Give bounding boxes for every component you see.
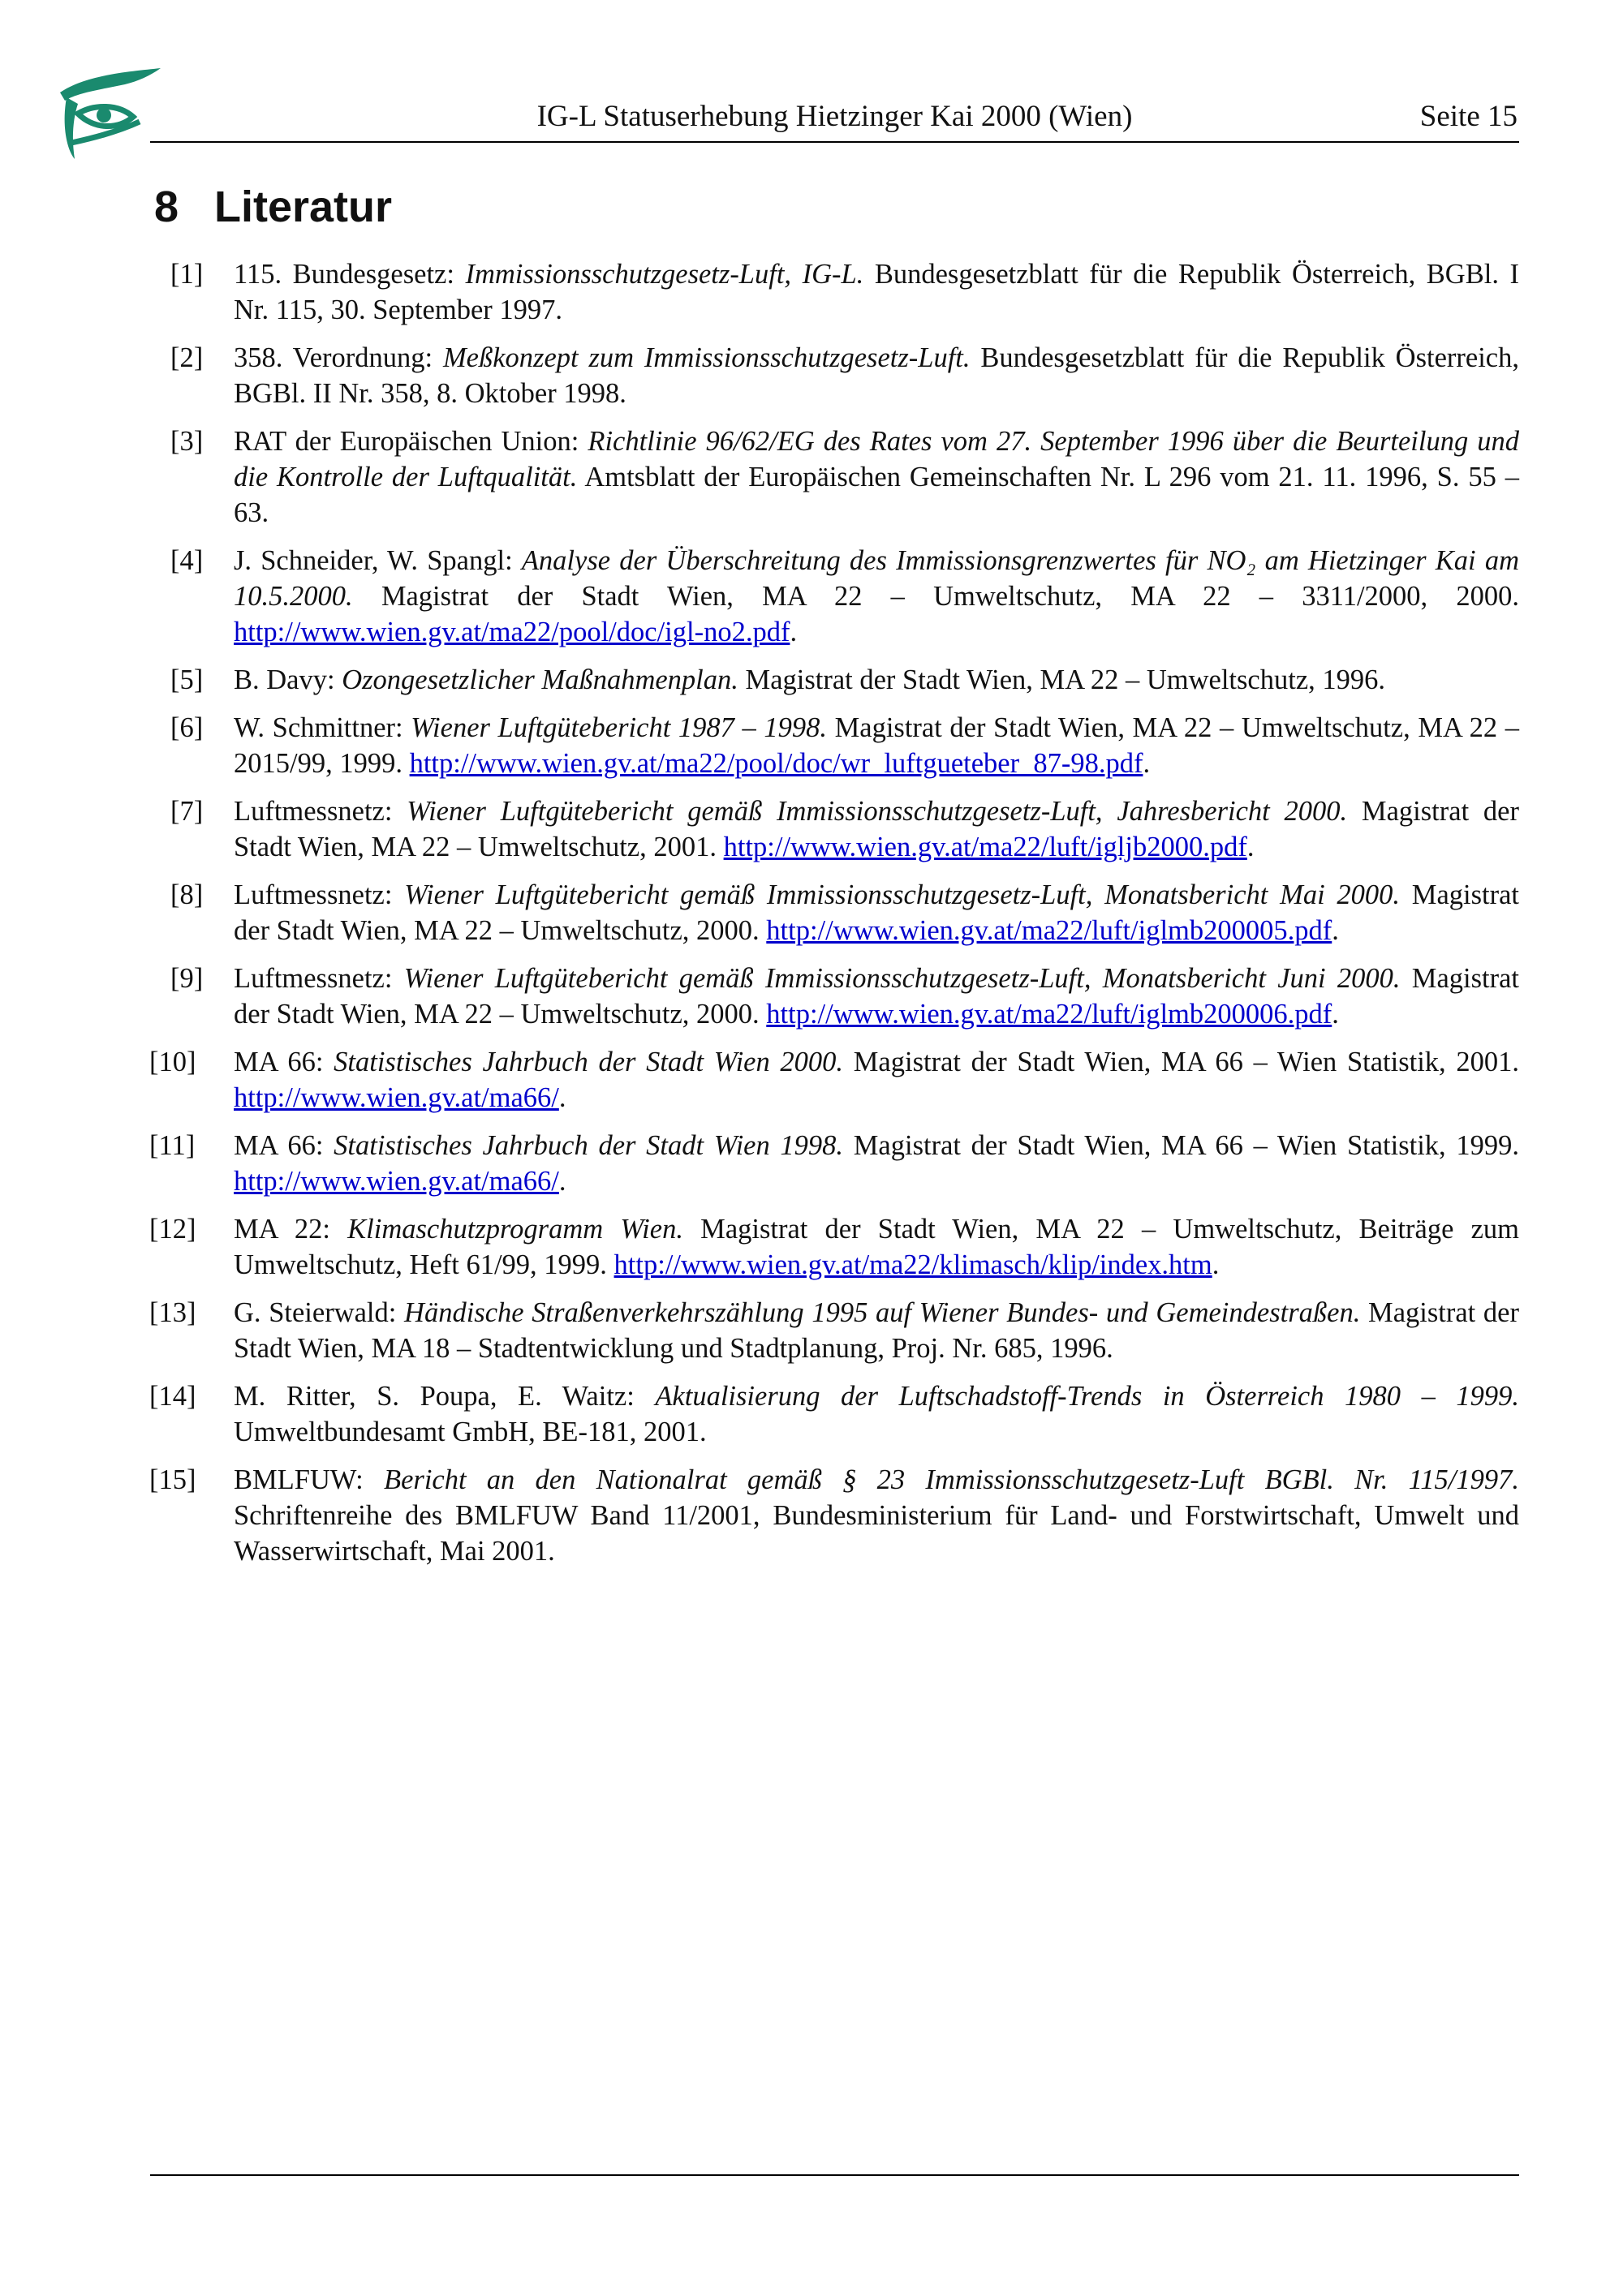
chapter-title: Literatur xyxy=(214,183,393,231)
reference-list xyxy=(149,256,1520,1581)
reference-author: G. Steierwald: xyxy=(234,1297,405,1328)
reference-number: [1] xyxy=(170,259,204,290)
reference-source: Magistrat der Stadt Wien, MA 22 – Umweltschutz, MA 22 – 2015/99, 1999. xyxy=(234,712,1519,779)
reference-period: . xyxy=(1212,1249,1220,1280)
reference-period: . xyxy=(558,1166,566,1197)
reference-number: [13] xyxy=(149,1297,196,1328)
reference-source: Umweltbundesamt GmbH, BE-181, 2001. xyxy=(234,1417,707,1447)
reference-item xyxy=(170,793,1519,865)
reference-link[interactable]: http://www.wien.gv.at/ma22/pool/doc/wr_luftgueteber_87-98.pdf xyxy=(409,748,1143,779)
reference-link[interactable]: http://www.wien.gv.at/ma22/luft/iglmb200005.pdf xyxy=(766,915,1332,946)
reference-source: Magistrat der Stadt Wien, MA 22 – Umweltschutz, 2001. xyxy=(234,796,1519,862)
reference-number: [11] xyxy=(149,1130,196,1161)
reference-number: [6] xyxy=(170,712,204,743)
reference-source: Magistrat der Stadt Wien, MA 22 – Umweltschutz, MA 22 – 3311/2000, 2000. xyxy=(352,581,1519,612)
reference-source: Magistrat der Stadt Wien, MA 22 – Umweltschutz, 2000. xyxy=(234,963,1519,1030)
reference-period: . xyxy=(1143,748,1151,779)
reference-number: [9] xyxy=(170,963,204,994)
reference-author: Luftmessnetz: xyxy=(234,796,407,827)
reference-number: [7] xyxy=(170,796,204,827)
reference-source: Schriftenreihe des BMLFUW Band 11/2001, Bundesministerium für Land- und Forstwirtschaft, Umwelt und Wasserwirtschaft, Mai 2001. xyxy=(234,1500,1519,1567)
reference-author: RAT der Europäischen Union: xyxy=(234,426,588,457)
reference-title: Statistisches Jahrbuch der Stadt Wien 1998. xyxy=(334,1130,844,1161)
reference-link[interactable]: http://www.wien.gv.at/ma22/luft/iglmb200006.pdf xyxy=(766,999,1332,1030)
reference-number: [14] xyxy=(149,1381,196,1412)
reference-title: Ozongesetzlicher Maßnahmenplan. xyxy=(342,664,738,695)
reference-source: Bundesgesetzblatt für die Republik Österreich, BGBl. I Nr. 115, 30. September 1997. xyxy=(234,259,1519,325)
reference-author: B. Davy: xyxy=(234,664,342,695)
reference-source: Magistrat der Stadt Wien, MA 22 – Umweltschutz, 1996. xyxy=(738,664,1386,695)
reference-number: [3] xyxy=(170,426,204,457)
reference-author: Luftmessnetz: xyxy=(234,879,405,910)
reference-number: [12] xyxy=(149,1214,196,1245)
reference-item xyxy=(170,961,1519,1032)
reference-period: . xyxy=(790,617,798,647)
reference-title: Wiener Luftgütebericht gemäß Immissionsschutzgesetz-Luft, Jahresbericht 2000. xyxy=(407,796,1348,827)
header-title: IG-L Statuserhebung Hietzinger Kai 2000 (Wien) xyxy=(536,100,1133,133)
reference-title: Wiener Luftgütebericht gemäß Immissionsschutzgesetz-Luft, Monatsbericht Juni 2000. xyxy=(403,963,1401,994)
reference-item xyxy=(170,340,1519,411)
reference-author: Luftmessnetz: xyxy=(234,963,404,994)
reference-title: Statistisches Jahrbuch der Stadt Wien 2000. xyxy=(334,1047,844,1077)
reference-title: Richtlinie 96/62/EG des Rates vom 27. September 1996 über die Beurteilung und die Kontrolle der Luftqualität. xyxy=(234,426,1520,492)
reference-item xyxy=(149,1128,1519,1199)
reference-item xyxy=(149,1211,1519,1283)
reference-source: Magistrat der Stadt Wien, MA 22 – Umweltschutz, 2000. xyxy=(234,879,1519,946)
reference-source: Magistrat der Stadt Wien, MA 66 – Wien Statistik, 2001. xyxy=(843,1047,1519,1077)
reference-source: Magistrat der Stadt Wien, MA 18 – Stadtentwicklung und Stadtplanung, Proj. Nr. 685, 1996. xyxy=(234,1297,1519,1364)
reference-title: Analyse der Überschreitung des Immissionsgrenzwertes für NO₂ am Hietzinger Kai am 10.5.2000. xyxy=(234,545,1519,612)
reference-title: Klimaschutzprogramm Wien. xyxy=(347,1214,683,1245)
reference-author: MA 66: xyxy=(234,1130,334,1161)
reference-number: [15] xyxy=(149,1464,196,1495)
reference-item xyxy=(149,1378,1519,1450)
reference-title: Wiener Luftgütebericht 1987 – 1998. xyxy=(411,712,827,743)
reference-item xyxy=(170,662,1519,698)
reference-author: MA 22: xyxy=(234,1214,348,1245)
chapter-number: 8 xyxy=(154,183,179,231)
reference-link[interactable]: http://www.wien.gv.at/ma22/pool/doc/igl-no2.pdf xyxy=(234,617,790,647)
footer-divider xyxy=(150,2174,1519,2176)
reference-number: [8] xyxy=(170,879,204,910)
reference-number: [2] xyxy=(170,342,204,373)
reference-title: Wiener Luftgütebericht gemäß Immissionsschutzgesetz-Luft, Monatsbericht Mai 2000. xyxy=(404,879,1401,910)
reference-number: [10] xyxy=(149,1047,196,1077)
reference-title: Immissionsschutzgesetz-Luft, IG-L. xyxy=(465,259,864,290)
reference-author: 115. Bundesgesetz: xyxy=(234,259,466,290)
reference-item xyxy=(149,1044,1519,1116)
reference-link[interactable]: http://www.wien.gv.at/ma66/ xyxy=(234,1082,559,1113)
reference-source: Bundesgesetzblatt für die Republik Österreich, BGBl. II Nr. 358, 8. Oktober 1998. xyxy=(234,342,1519,409)
reference-author: J. Schneider, W. Spangl: xyxy=(234,545,522,576)
reference-link[interactable]: http://www.wien.gv.at/ma22/klimasch/klip/index.htm xyxy=(613,1249,1212,1280)
reference-item xyxy=(170,543,1519,650)
reference-item xyxy=(170,877,1519,948)
reference-title: Meßkonzept zum Immissionsschutzgesetz-Luft. xyxy=(442,342,971,373)
reference-item xyxy=(149,1295,1519,1366)
reference-number: [5] xyxy=(170,664,204,695)
reference-author: 358. Verordnung: xyxy=(234,342,443,373)
page-number: Seite 15 xyxy=(1419,100,1518,133)
reference-link[interactable]: http://www.wien.gv.at/ma22/luft/igljb2000.pdf xyxy=(723,832,1247,862)
reference-author: BMLFUW: xyxy=(234,1464,384,1495)
reference-source: Magistrat der Stadt Wien, MA 66 – Wien Statistik, 1999. xyxy=(843,1130,1519,1161)
reference-period: . xyxy=(1332,999,1339,1030)
reference-item xyxy=(170,424,1519,531)
reference-period: . xyxy=(1332,915,1339,946)
reference-author: MA 66: xyxy=(234,1047,334,1077)
reference-title: Aktualisierung der Luftschadstoff-Trends in Österreich 1980 – 1999. xyxy=(655,1381,1519,1412)
reference-title: Bericht an den Nationalrat gemäß § 23 Immissionsschutzgesetz-Luft BGBl. Nr. 115/1997. xyxy=(384,1464,1520,1495)
reference-source: Magistrat der Stadt Wien, MA 22 – Umweltschutz, Beiträge zum Umweltschutz, Heft 61/99, 1999. xyxy=(234,1214,1519,1280)
reference-link[interactable]: http://www.wien.gv.at/ma66/ xyxy=(234,1166,559,1197)
reference-author: M. Ritter, S. Poupa, E. Waitz: xyxy=(234,1381,656,1412)
reference-source: Amtsblatt der Europäischen Gemeinschaften Nr. L 296 vom 21. 11. 1996, S. 55 – 63. xyxy=(234,462,1519,528)
chapter-heading xyxy=(154,183,392,231)
reference-item xyxy=(170,710,1519,781)
reference-period: . xyxy=(558,1082,566,1113)
reference-author: W. Schmittner: xyxy=(234,712,411,743)
page-header xyxy=(150,96,1519,143)
reference-title: Händische Straßenverkehrszählung 1995 auf Wiener Bundes- und Gemeindestraßen. xyxy=(404,1297,1361,1328)
reference-item xyxy=(149,1462,1520,1569)
reference-period: . xyxy=(1246,832,1255,862)
reference-number: [4] xyxy=(170,545,204,576)
reference-item xyxy=(170,256,1519,328)
